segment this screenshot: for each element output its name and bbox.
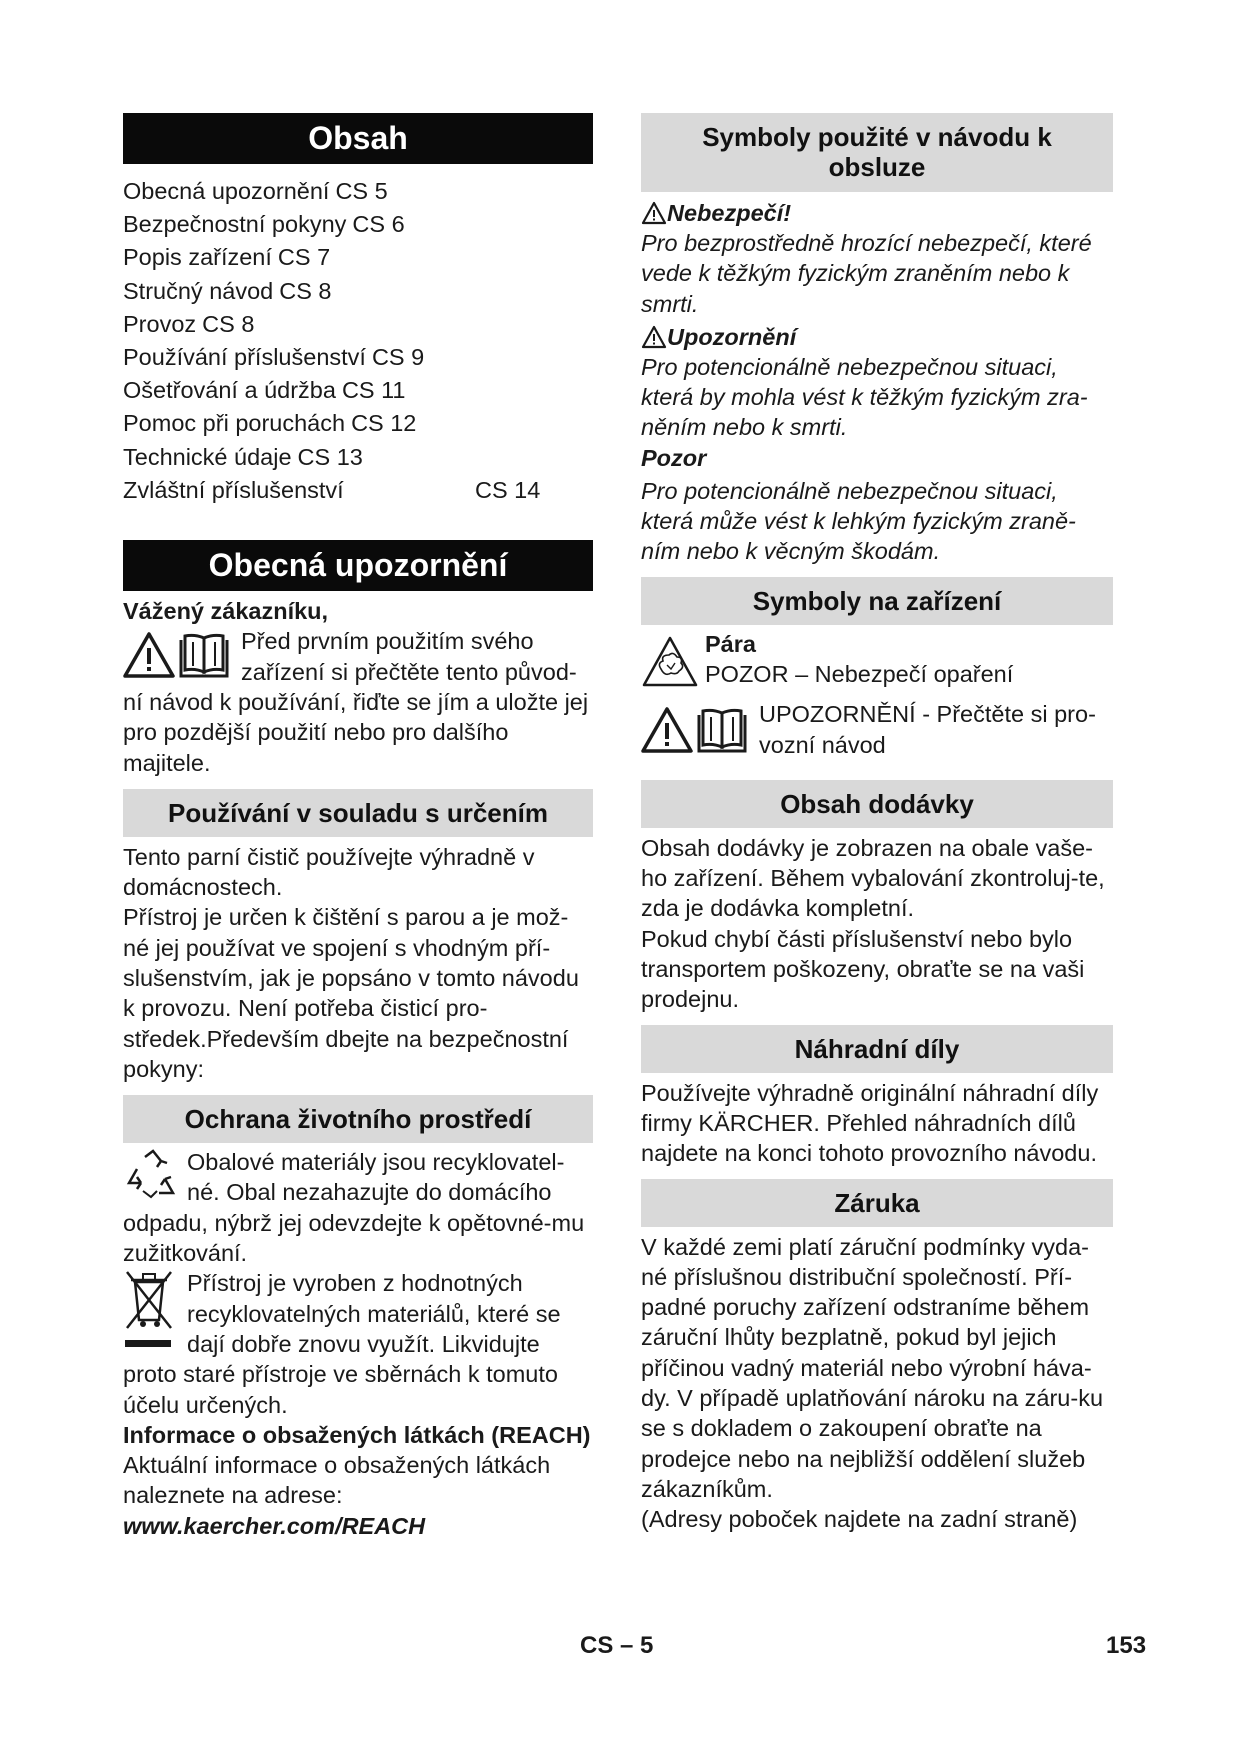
toc-entry[interactable]: Pomoc při poruchách CS 12 [123, 410, 417, 437]
warranty-p2: (Adresy poboček najdete na zadní straně) [641, 1506, 1078, 1533]
right-column [641, 113, 1113, 1535]
warning-triangle-icon [641, 325, 667, 349]
symbols-device-heading: Symboly na zařízení [641, 577, 1113, 625]
recycle-icon [123, 1147, 187, 1208]
toc-entry[interactable]: Bezpečnostní pokyny CS 6 [123, 211, 405, 238]
left-column [123, 113, 593, 1541]
table-of-contents [123, 175, 593, 507]
danger-label: Nebezpečí! [641, 198, 1113, 228]
toc-entry[interactable]: Stručný návod CS 8 [123, 277, 332, 304]
reach-title: Informace o obsažených látkách (REACH) [123, 1421, 591, 1448]
warning-triangle-icon [641, 201, 667, 225]
greeting: Vážený zákazníku, [123, 598, 329, 625]
reach-url-link[interactable]: www.kaercher.com/REACH [123, 1512, 426, 1539]
warning-label: Upozornění [641, 322, 1113, 352]
caution-text: Pro potencionálně nebezpečnou situaci, která může vést k lehkým fyzickým zraně-ním nebo k věcným škodám. [641, 477, 1076, 565]
toc-entry[interactable]: Provoz CS 8 [123, 310, 255, 337]
manual-symbol-text: UPOZORNĚNÍ - Přečtěte si pro-vozní návod [759, 701, 1096, 758]
general-intro-text: ní návod k používání, řiďte se jím a uložte jej pro pozdější použití nebo pro dalšího majitele. [123, 688, 589, 776]
weee-text: proto staré přístroje ve sběrnách k tomuto účelu určených. [123, 1361, 558, 1418]
intended-use-heading: Používání v souladu s určením [123, 789, 593, 837]
general-notes-heading: Obecná upozornění [123, 540, 593, 591]
warning-read-manual-icon [123, 626, 241, 687]
spare-parts-text: Používejte výhradně originální náhradní díly firmy KÄRCHER. Přehled náhradních dílů najdete na konci tohoto provozního návodu. [641, 1079, 1099, 1167]
toc-heading: Obsah [123, 113, 593, 164]
symbols-manual-heading: Symboly použité v návodu k obsluze [641, 113, 1113, 192]
delivery-p1: Obsah dodávky je zobrazen na obale vaše-ho zařízení. Během vybalování zkontroluj-te, zda je dodávka kompletní. [641, 834, 1105, 922]
intended-use-p2: Přístroj je určen k čištění s parou a je mož-né jej používat ve spojení s vhodným pří-slušenstvím, jak je popsáno v tomto návodu k provozu. Není potřeba čisticí pro-středek.Především dbejte na bezpečnostní pokyny: [123, 904, 579, 1082]
section-page-label: CS – 5 [580, 1632, 654, 1659]
environment-heading: Ochrana životního prostředí [123, 1095, 593, 1143]
page-number: 153 [1106, 1632, 1147, 1659]
toc-entry[interactable]: Zvláštní příslušenství CS 14 [123, 476, 541, 503]
spare-parts-heading: Náhradní díly [641, 1025, 1113, 1073]
intended-use-p1: Tento parní čistič používejte výhradně v domácnostech. [123, 843, 535, 901]
toc-entry[interactable]: Obecná upozornění CS 5 [123, 178, 388, 204]
warning-read-manual-icon [641, 699, 759, 760]
caution-label: Pozor [641, 444, 707, 471]
manual-symbol-block [641, 699, 1113, 760]
crossed-bin-icon [123, 1268, 187, 1359]
toc-entry[interactable]: Popis zařízení CS 7 [123, 244, 331, 271]
recycling-text: odpadu, nýbrž jej odevzdejte k opětovné-mu zužitkování. [123, 1209, 585, 1267]
toc-entry[interactable]: Ošetřování a údržba CS 11 [123, 377, 406, 404]
delivery-p2: Pokud chybí části příslušenství nebo bylo transportem poškozeny, obraťte se na vaši prodejnu. [641, 925, 1085, 1013]
steam-text: POZOR – Nebezpečí opaření [705, 660, 1014, 687]
warranty-heading: Záruka [641, 1179, 1113, 1227]
recycling-block: Obalové materiály jsou recyklovatel- né. Obal nezahazujte do domácího [123, 1147, 593, 1208]
danger-text: Pro bezprostředně hrozící nebezpečí, které vede k těžkým fyzickým zraněním nebo k smrti. [641, 230, 1092, 317]
toc-entry[interactable]: Technické údaje CS 13 [123, 443, 363, 470]
delivery-heading: Obsah dodávky [641, 780, 1113, 828]
warranty-p1: V každé zemi platí záruční podmínky vyda-né příslušnou distribuční společností. Pří-padné poruchy zařízení odstraníme během záruční lhůty bezplatně, pokud byl jejich příčinou vadný materiál nebo výrobní háva-dy. V případě uplatňování nároku na záru-ku se s dokladem o zakoupení obraťte na prodejce nebo na nejbližší oddělení služeb zákazníkům. [641, 1233, 1104, 1502]
warning-text: Pro potencionálně nebezpečnou situaci, která by mohla vést k těžkým fyzickým zra-něním nebo k smrti. [641, 353, 1088, 441]
read-manual-block: Před prvním použitím svého zařízení si přečtěte tento původ- [123, 626, 593, 687]
steam-label: Pára [705, 630, 756, 657]
weee-block: Přístroj je vyroben z hodnotných recyklovatelných materiálů, které se dají dobře znovu využít. Likvidujte [123, 1268, 593, 1359]
steam-hazard-icon [641, 629, 705, 690]
steam-symbol-block [641, 629, 1113, 690]
reach-text: Aktuální informace o obsažených látkách naleznete na adrese: [123, 1452, 551, 1509]
toc-entry[interactable]: Používání příslušenství CS 9 [123, 344, 425, 371]
